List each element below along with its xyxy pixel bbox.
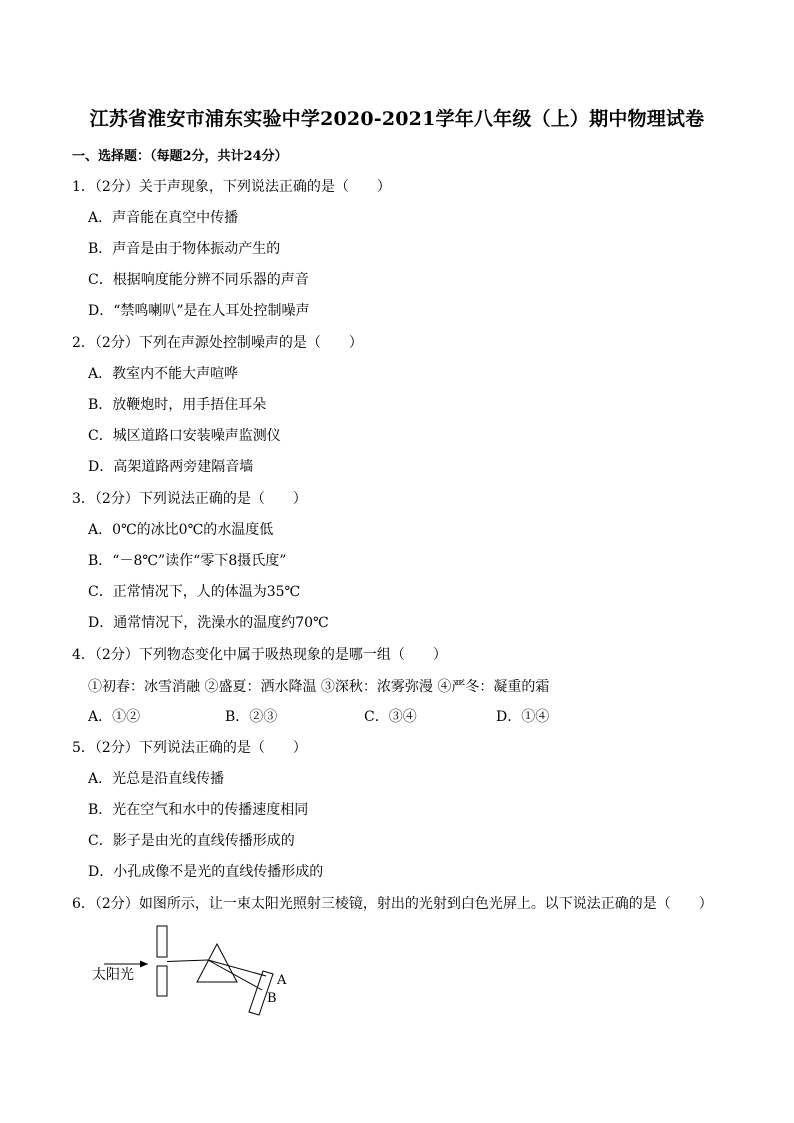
arrow-head-icon (140, 961, 148, 968)
question-1-option-d: D．“禁鸣喇叭”是在人耳处控制噪声 (88, 303, 310, 319)
question-4-stem: 4．（2分）下列物态变化中属于吸热现象的是哪一组（ ） (72, 647, 447, 663)
question-5-option-d: D．小孔成像不是光的直线传播形成的 (88, 864, 324, 880)
question-1-option-b: B．声音是由于物体振动产生的 (88, 241, 281, 257)
question-5-option-a: A．光总是沿直线传播 (88, 771, 225, 787)
question-3-option-c: C．正常情况下，人的体温为35℃ (88, 584, 301, 600)
question-2-option-c: C．城区道路口安装噪声监测仪 (88, 428, 281, 444)
question-1-stem: 1．（2分）关于声现象，下列说法正确的是（ ） (72, 179, 391, 195)
slit-plate-lower (157, 966, 167, 996)
question-5-option-c: C．影子是由光的直线传播形成的 (88, 833, 295, 849)
question-3-option-d: D．通常情况下，洗澡水的温度约70℃ (88, 615, 329, 631)
question-3-stem: 3．（2分）下列说法正确的是（ ） (72, 491, 307, 507)
page-title: 江苏省淮安市浦东实验中学2020-2021学年八年级（上）期中物理试卷 (89, 108, 705, 130)
sunlight-label: 太阳光 (92, 967, 134, 983)
question-2-option-a: A．教室内不能大声喧哗 (88, 366, 239, 382)
dispersed-ray-lower (208, 960, 262, 990)
question-1-option-c: C．根据响度能分辨不同乐器的声音 (88, 272, 309, 288)
question-3-option-b: B．“－8℃”读作“零下8摄氏度” (88, 553, 287, 569)
label-a: A (277, 973, 287, 988)
prism-diagram (80, 918, 320, 1022)
question-4-option-c: C．③④ (364, 709, 417, 725)
question-6-stem: 6．（2分）如图所示，让一束太阳光照射三棱镜，射出的光射到白色光屏上。以下说法正确的是（ ） (72, 896, 713, 912)
question-2-stem: 2．（2分）下列在声源处控制噪声的是（ ） (72, 335, 363, 351)
question-4-phenomena: ①初春：冰雪消融 ②盛夏：洒水降温 ③深秋：浓雾弥漫 ④严冬：凝重的霜 (88, 679, 550, 695)
question-5-option-b: B．光在空气和水中的传播速度相同 (88, 802, 309, 818)
section-heading: 一、选择题：（每题2分，共计24分） (72, 149, 288, 164)
question-4-option-a: A．①② (88, 709, 141, 725)
label-b: B (267, 991, 277, 1006)
question-2-option-d: D．高架道路两旁建隔音墙 (88, 459, 254, 475)
question-4-option-b: B．②③ (225, 709, 278, 725)
slit-plate-upper (157, 926, 167, 957)
incident-ray (167, 960, 208, 962)
question-5-stem: 5．（2分）下列说法正确的是（ ） (72, 740, 307, 756)
question-2-option-b: B．放鞭炮时，用手捂住耳朵 (88, 397, 267, 413)
dispersed-ray-upper (208, 960, 266, 976)
question-3-option-a: A．0℃的冰比0℃的水温度低 (88, 522, 274, 538)
question-4-option-d: D．①④ (496, 709, 550, 725)
question-1-option-a: A．声音能在真空中传播 (88, 210, 239, 226)
